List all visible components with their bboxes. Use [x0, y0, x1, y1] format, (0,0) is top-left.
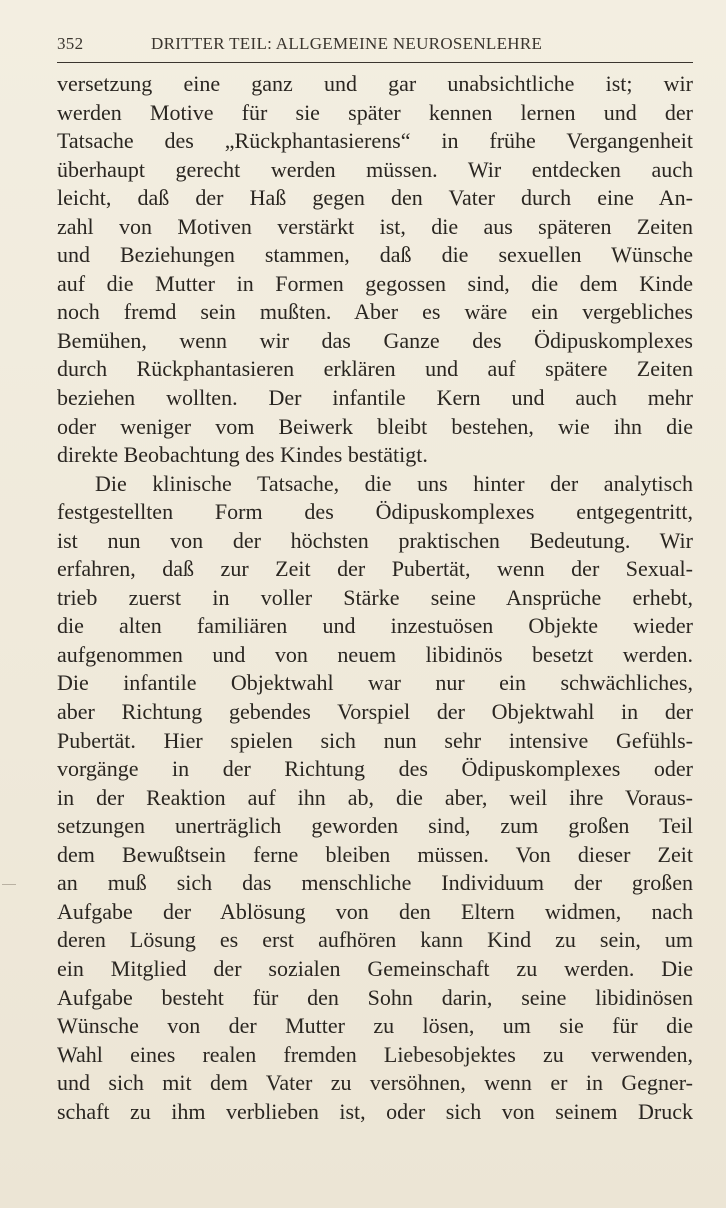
text-line: und sich mit dem Vater zu versöhnen, wenn er in Gegner- — [57, 1070, 693, 1096]
text-line: deren Lösung es erst aufhören kann Kind zu sein, um — [57, 927, 693, 953]
text-line: Tatsache des „Rückphantasierens“ in frühe Vergangenheit — [57, 128, 693, 154]
text-line: zahl von Motiven verstärkt ist, die aus späteren Zeiten — [57, 213, 693, 239]
paragraph-end-line: direkte Beobachtung des Kindes bestätigt. — [57, 442, 428, 468]
text-line: Wünsche von der Mutter zu lösen, um sie für die — [57, 1013, 693, 1039]
text-line: auf die Mutter in Formen gegossen sind, die dem Kinde — [57, 270, 693, 296]
running-header — [57, 34, 693, 58]
running-title: DRITTER TEIL: ALLGEMEINE NEUROSENLEHRE — [151, 34, 543, 53]
text-line: Aufgabe besteht für den Sohn darin, seine libidinösen — [57, 984, 693, 1010]
text-line: durch Rückphantasieren erklären und auf spätere Zeiten — [57, 356, 693, 382]
text-line: ist nun von der höchsten praktischen Bedeutung. Wir — [57, 527, 693, 553]
text-line: erfahren, daß zur Zeit der Pubertät, wenn der Sexual- — [57, 556, 693, 582]
text-line: Aufgabe der Ablösung von den Eltern widmen, nach — [57, 898, 693, 924]
text-line: und Beziehungen stammen, daß die sexuellen Wünsche — [57, 242, 693, 268]
margin-mark — [2, 884, 16, 885]
text-line: aufgenommen und von neuem libidinös besetzt werden. — [57, 641, 693, 667]
text-line: leicht, daß der Haß gegen den Vater durch eine An- — [57, 185, 693, 211]
text-line: Bemühen, wenn wir das Ganze des Ödipuskomplexes — [57, 327, 693, 353]
header-rule — [57, 62, 693, 63]
text-line: versetzung eine ganz und gar unabsichtliche ist; wir — [57, 71, 693, 96]
text-line: setzungen unerträglich geworden sind, zum großen Teil — [57, 813, 693, 839]
text-line: schaft zu ihm verblieben ist, oder sich von seinem Druck — [57, 1098, 693, 1124]
text-line: dem Bewußtsein ferne bleiben müssen. Von dieser Zeit — [57, 841, 693, 867]
page-number: 352 — [57, 34, 84, 53]
text-line: in der Reaktion auf ihn ab, die aber, weil ihre Voraus- — [57, 784, 693, 810]
text-line: Pubertät. Hier spielen sich nun sehr intensive Gefühls- — [57, 727, 693, 753]
text-line: noch fremd sein mußten. Aber es wäre ein vergebliches — [57, 299, 693, 325]
text-line: überhaupt gerecht werden müssen. Wir entdecken auch — [57, 156, 693, 182]
text-line: Wahl eines realen fremden Liebesobjektes zu verwenden, — [57, 1041, 693, 1067]
text-line: festgestellten Form des Ödipuskomplexes entgegentritt, — [57, 499, 693, 525]
text-line: aber Richtung gebendes Vorspiel der Objektwahl in der — [57, 699, 693, 725]
text-line: Die infantile Objektwahl war nur ein schwächliches, — [57, 670, 693, 696]
text-line: werden Motive für sie später kennen lernen und der — [57, 99, 693, 125]
paragraph-start-line: Die klinische Tatsache, die uns hinter der analytisch — [95, 470, 693, 496]
text-line: beziehen wollten. Der infantile Kern und auch mehr — [57, 385, 693, 411]
text-line: vorgänge in der Richtung des Ödipuskomplexes oder — [57, 756, 693, 782]
text-line: oder weniger vom Beiwerk bleibt bestehen, wie ihn die — [57, 413, 693, 439]
text-line: trieb zuerst in voller Stärke seine Ansprüche erhebt, — [57, 584, 693, 610]
text-line: ein Mitglied der sozialen Gemeinschaft zu werden. Die — [57, 955, 693, 981]
text-line: an muß sich das menschliche Individuum der großen — [57, 870, 693, 896]
text-line: die alten familiären und inzestuösen Objekte wieder — [57, 613, 693, 639]
body-text — [57, 70, 693, 1126]
